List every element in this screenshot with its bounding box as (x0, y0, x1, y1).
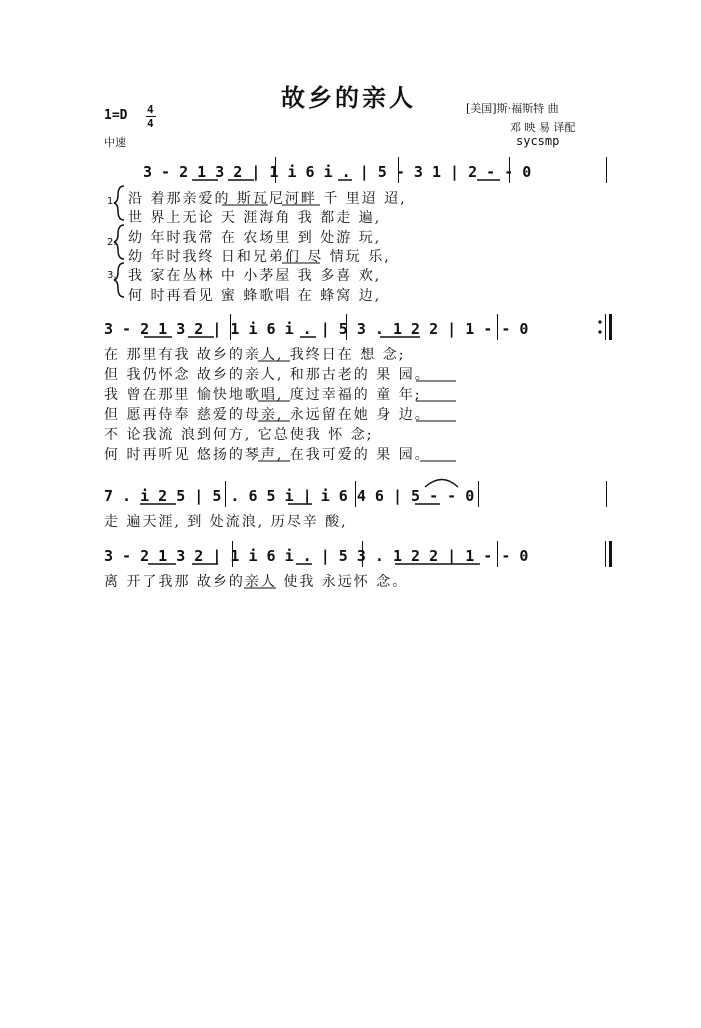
system4-notes: 3 - 2 1 3 2 | 1 i 6 i . | 5 3 . 1 2 2 | 1 - - 0 (104, 547, 529, 565)
slur-mark (425, 480, 458, 488)
system3-lyric-line: 走 遍天涯, 到 处流浪, 历尽辛 酸, (104, 514, 348, 530)
watermark-text: sycsmp (516, 134, 560, 148)
system2-lyric-line: 何 时再听见 悠扬的琴声, 在我可爱的 果 园。 (104, 447, 431, 463)
tempo-marking: 中速 (104, 136, 126, 149)
system1-lyric-line: 何 时再看见 蜜 蜂歌唱 在 蜂窝 边, (128, 288, 382, 304)
verse-label-2: 2. (107, 237, 117, 248)
verse-label-3: 3. (107, 270, 117, 281)
composer-credit: [美国]斯·福斯特 曲 (466, 102, 559, 115)
system1-lyric-line: 世 界上无论 天 涯海角 我 都走 遍, (128, 210, 382, 226)
system2-lyric-line: 但 愿再侍奉 慈爱的母亲, 永远留在她 身 边。 (104, 407, 431, 423)
system1-lyric-line: 幼 年时我常 在 农场里 到 处游 玩, (128, 230, 382, 246)
system2-lyric-line: 但 我仍怀念 故乡的亲人, 和那古老的 果 园。 (104, 367, 431, 383)
system3-notes: 7 . i 2 5 | 5 . 6 5 i | i 6 4 6 | 5 - - 0 (104, 487, 475, 505)
system1-lyric-line: 沿 着那亲爱的 斯瓦尼河畔 千 里迢 迢, (128, 191, 407, 207)
system2-notes: 3 - 2 1 3 2 | 1 i 6 i . | 5 3 . 1 2 2 | 1 - - 0 (104, 320, 529, 338)
system2-lyric-line: 在 那里有我 故乡的亲人, 我终日在 想 念; (104, 347, 406, 363)
verse-label-1: 1. (107, 196, 117, 207)
verse-brace (114, 263, 124, 297)
time-signature-bottom: 4 (147, 117, 154, 130)
system4-lyric-line: 离 开了我那 故乡的亲人 使我 永远怀 念。 (104, 574, 409, 590)
time-signature-top: 4 (147, 103, 154, 116)
verse-brace (114, 186, 124, 220)
system1-lyric-line: 幼 年时我终 日和兄弟们 尽 情玩 乐, (128, 249, 391, 265)
song-title: 故乡的亲人 (281, 83, 416, 112)
key-signature: 1=D (104, 108, 128, 123)
system1-lyric-line: 我 家在丛林 中 小茅屋 我 多喜 欢, (128, 268, 382, 284)
system1-notes: 3 - 2 1 3 2 | 1 i 6 i . | 5 - 3 1 | 2 - - 0 (143, 163, 532, 181)
arranger-credit: 邓 映 易 译配 (510, 121, 576, 134)
system2-lyric-line: 我 曾在那里 愉快地歌唱, 度过幸福的 童 年; (104, 387, 422, 403)
system2-lyric-line: 不 论我流 浪到何方, 它总使我 怀 念; (104, 427, 374, 443)
verse-brace (114, 225, 124, 259)
